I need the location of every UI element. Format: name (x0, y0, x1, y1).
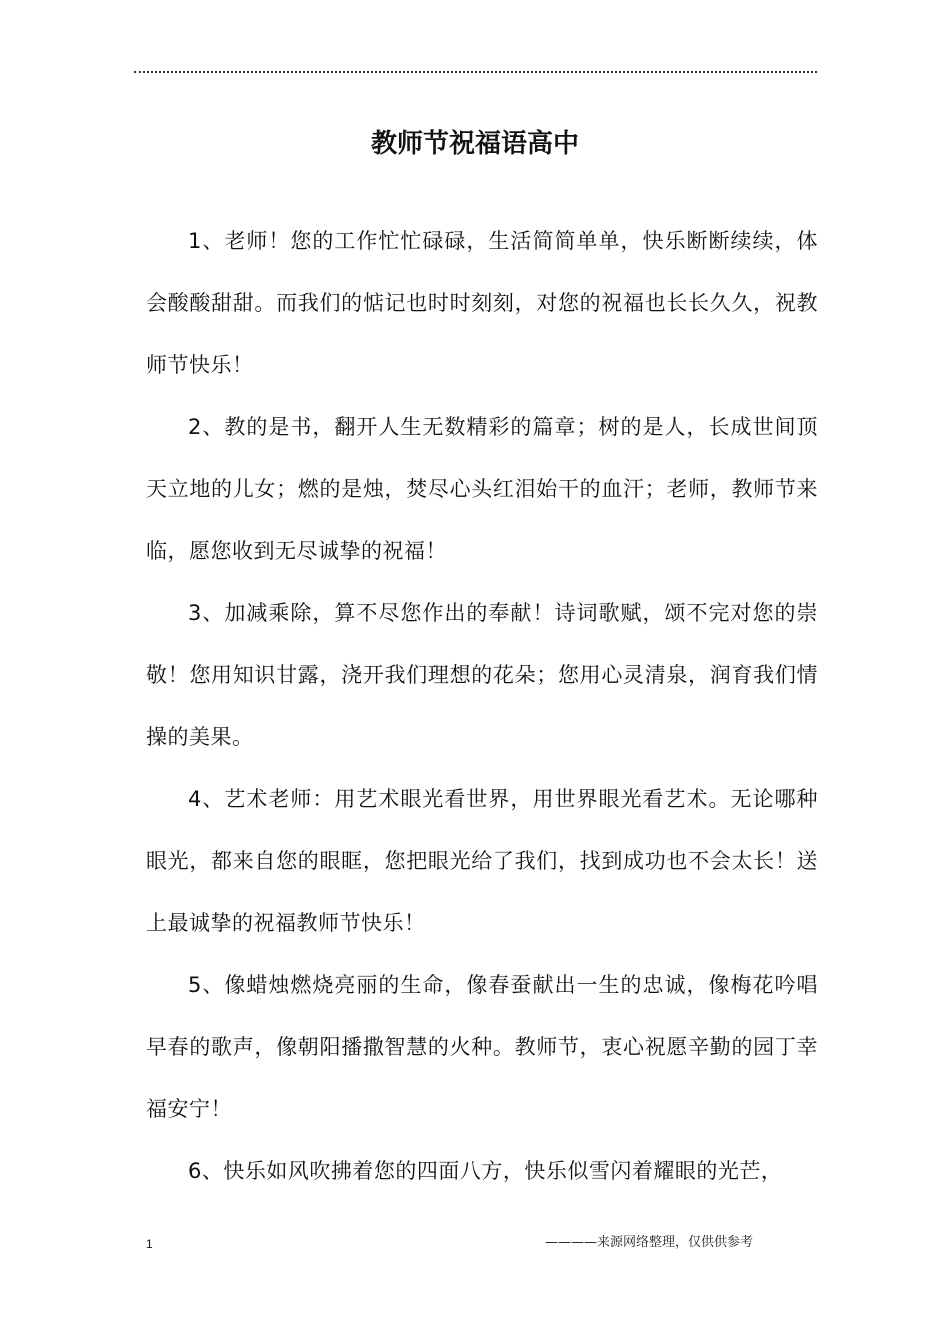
page-number: 1 (146, 1237, 153, 1251)
paragraph-3: 3、加减乘除，算不尽您作出的奉献！诗词歌赋，颂不完对您的崇敬！您用知识甘露，浇开我们理想的花朵；您用心灵清泉，润育我们情操的美果。 (146, 601, 818, 749)
paragraph-1: 1、老师！您的工作忙忙碌碌，生活简简单单，快乐断断续续，体会酸酸甜甜。而我们的惦记也时时刻刻，对您的祝福也长长久久，祝教师节快乐！ (146, 229, 818, 377)
paragraph-5: 5、像蜡烛燃烧亮丽的生命，像春蚕献出一生的忠诚，像梅花吟唱早春的歌声，像朝阳播撒智慧的火种。教师节，衷心祝愿辛勤的园丁幸福安宁！ (146, 973, 818, 1121)
document-title: 教师节祝福语高中 (370, 129, 579, 159)
paragraph-4: 4、艺术老师：用艺术眼光看世界，用世界眼光看艺术。无论哪种眼光，都来自您的眼眶，您把眼光给了我们，找到成功也不会太长！送上最诚挚的祝福教师节快乐！ (146, 787, 818, 935)
header-dotted-rule (134, 71, 817, 73)
document-body (146, 210, 818, 1202)
source-note: ————来源网络整理，仅供供参考 (545, 1235, 754, 1250)
paragraph-2: 2、教的是书，翻开人生无数精彩的篇章；树的是人，长成世间顶天立地的儿女；燃的是烛，焚尽心头红泪始干的血汗；老师，教师节来临，愿您收到无尽诚挚的祝福！ (146, 415, 818, 563)
paragraph-6: 6、快乐如风吹拂着您的四面八方，快乐似雪闪着耀眼的光芒， (188, 1159, 783, 1183)
